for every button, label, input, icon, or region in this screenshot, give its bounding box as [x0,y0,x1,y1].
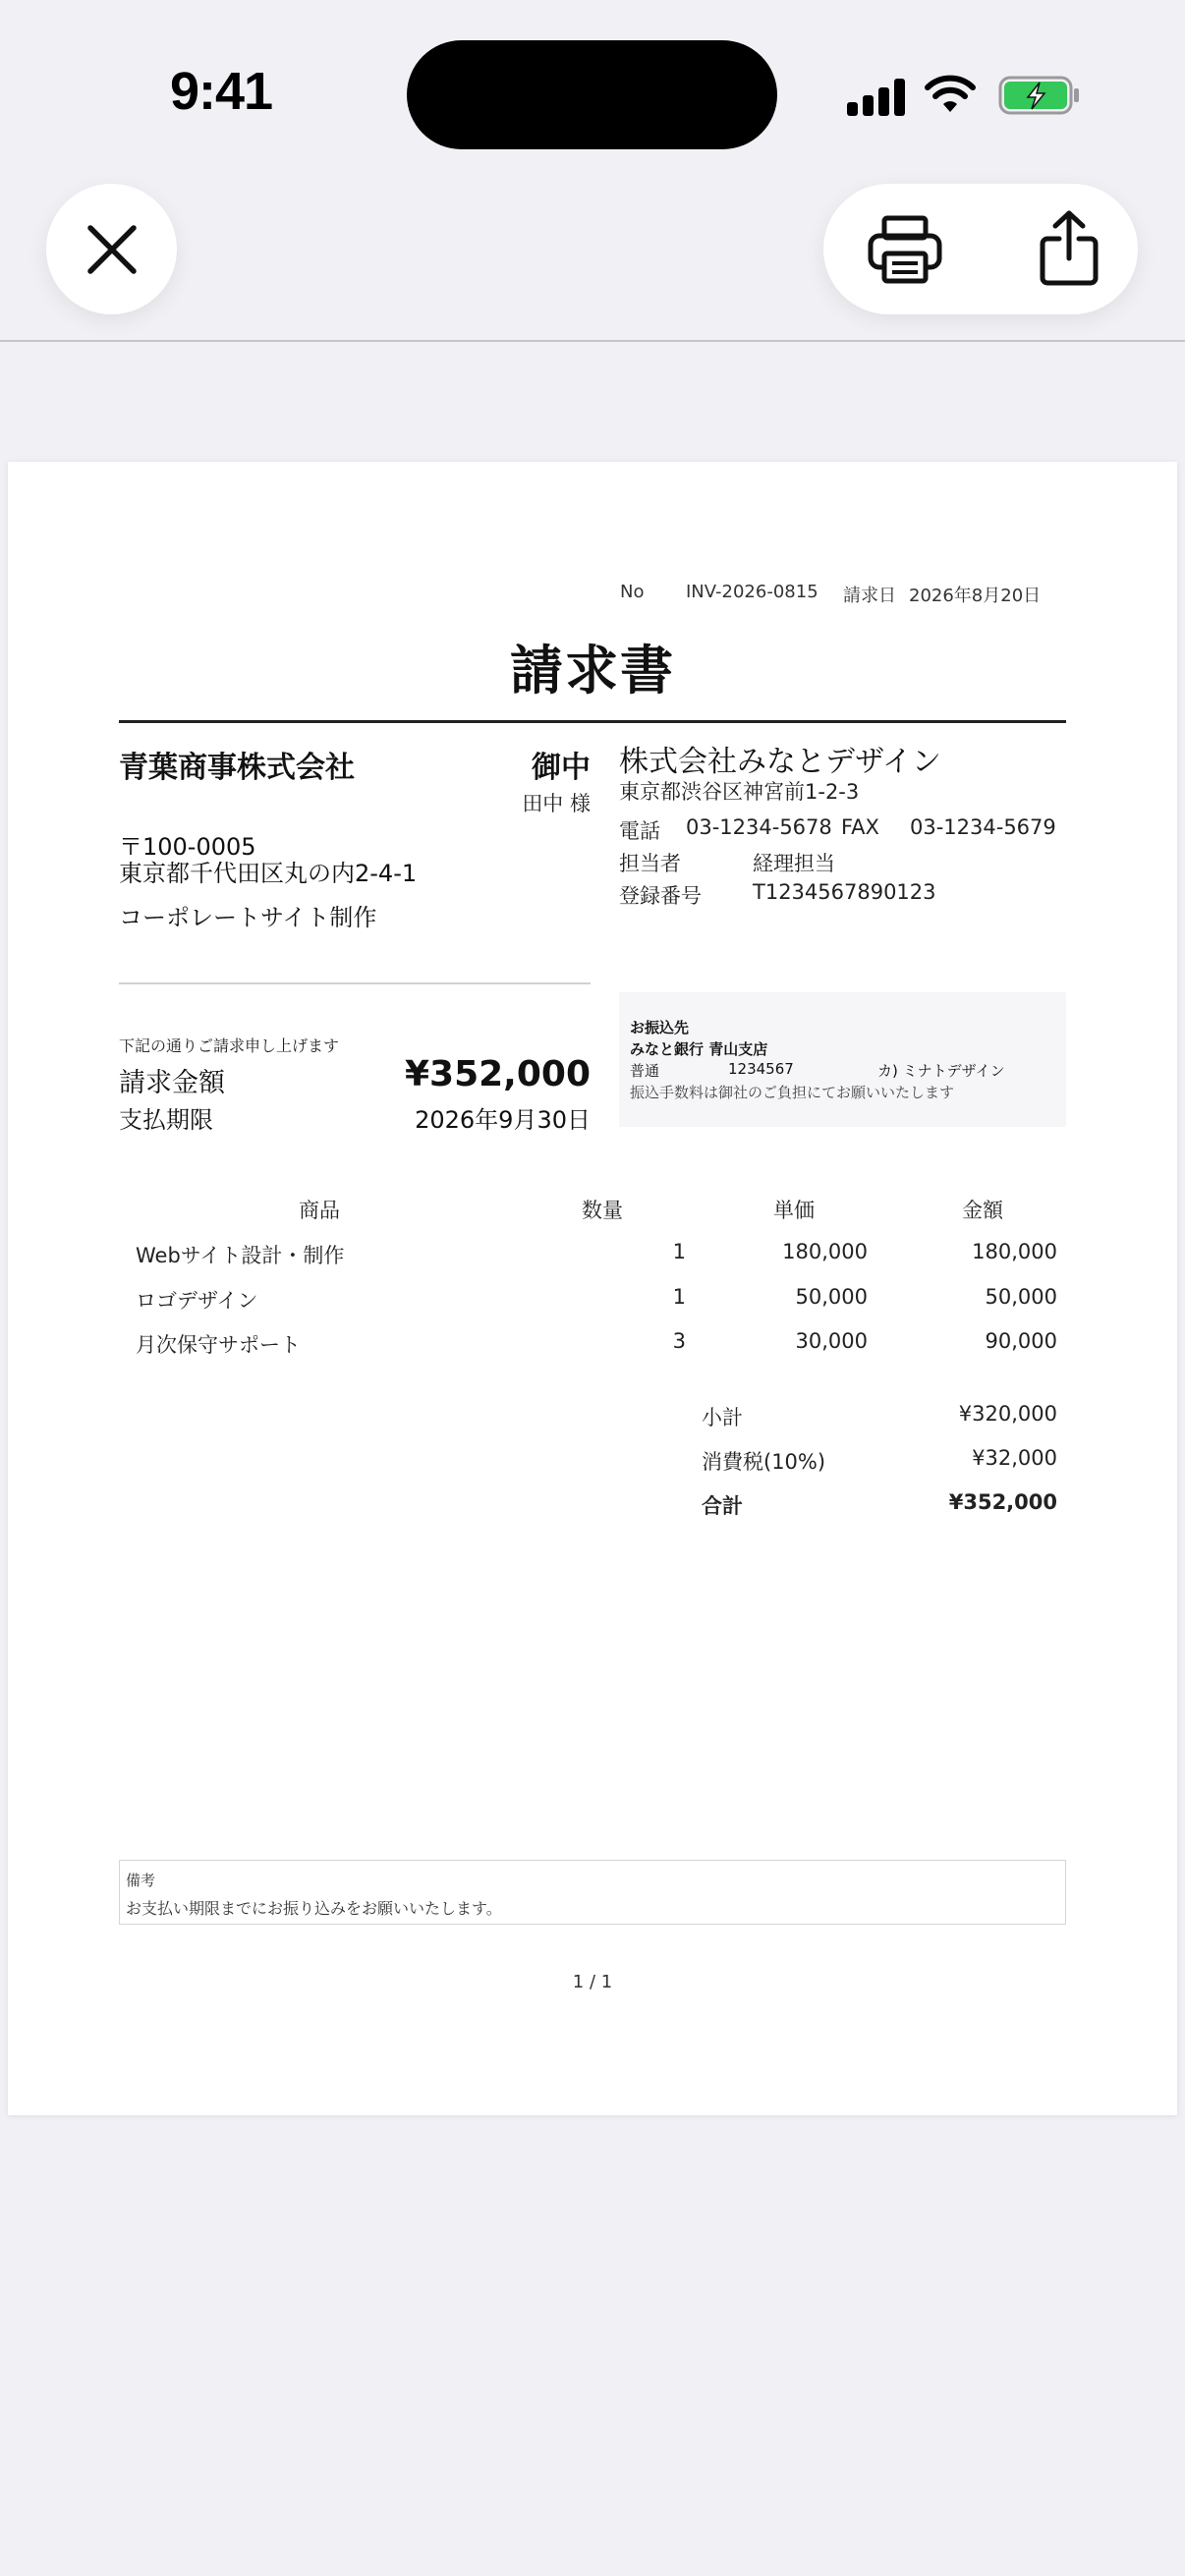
invoice-page [8,462,1177,2115]
col-header-unit: 単価 [773,1199,815,1222]
wifi-icon [924,73,977,116]
issuer-tel-label: 電話 [619,819,660,843]
share-button[interactable] [1030,201,1108,296]
status-time: 9:41 [169,62,273,121]
row-unit-price: 30,000 [795,1329,868,1353]
row-amount: 180,000 [972,1240,1057,1263]
invoice-date: 2026年8月20日 [909,586,1042,606]
row-item: 月次保守サポート [136,1333,301,1357]
close-icon [85,222,140,277]
row-unit-price: 50,000 [795,1285,868,1309]
issuer-contact-label: 担当者 [619,852,681,875]
row-qty: 1 [672,1240,686,1263]
title-divider [119,720,1066,723]
notes-box [119,1860,1066,1925]
client-honorific: 御中 [532,751,591,785]
invoice-title: 請求書 [510,640,675,701]
summary-divider [119,982,591,984]
invoice-no-label: No [620,582,645,602]
row-qty: 1 [672,1285,686,1309]
notes-text: お支払い期限までにお振り込みをお願いいたします。 [126,1899,502,1918]
summary-lead: 下記の通りご請求申し上げます [119,1036,340,1055]
total-label: 合計 [702,1494,743,1518]
row-item: Webサイト設計・制作 [136,1244,345,1267]
col-header-amount: 金額 [962,1199,1003,1222]
printer-icon [867,214,943,285]
account-type: 普通 [630,1062,660,1080]
total-value: ¥352,000 [948,1490,1057,1514]
battery-charging-icon [998,75,1081,116]
issuer-company: 株式会社みなとデザイン [619,745,941,779]
notes-label: 備考 [126,1872,156,1889]
row-amount: 50,000 [985,1285,1057,1309]
row-item: ロゴデザイン [136,1289,258,1313]
issuer-reg: T1234567890123 [753,880,936,904]
print-button[interactable] [863,207,947,292]
tax-label: 消費税(10%) [702,1450,826,1474]
col-header-qty: 数量 [582,1199,623,1222]
subtotal-value: ¥320,000 [958,1402,1057,1426]
bank-fee-note: 振込手数料は御社のご負担にてお願いいたします [630,1084,955,1101]
invoice-date-label: 請求日 [843,586,896,606]
client-address: 東京都千代田区丸の内2-4-1 [119,860,418,887]
dynamic-island [407,40,777,149]
issuer-fax: 03-1234-5679 [910,815,1056,839]
bank-info-box [619,992,1066,1127]
action-group [823,184,1138,314]
invoice-no: INV-2026-0815 [686,582,818,602]
row-unit-price: 180,000 [782,1240,868,1263]
account-number: 1234567 [728,1060,794,1078]
issuer-contact: 経理担当 [753,852,835,875]
issuer-tel: 03-1234-5678 [686,815,832,839]
account-holder: カ) ミナトデザイン [877,1062,1005,1080]
share-icon [1038,209,1100,288]
client-subject: コーポレートサイト制作 [119,904,377,931]
close-button[interactable] [46,184,177,314]
amount-value: ¥352,000 [404,1054,591,1094]
client-postal: 〒100-0005 [119,833,256,861]
cellular-signal-icon [847,79,906,116]
bank-name: みなと銀行 青山支店 [630,1040,768,1058]
viewer-toolbar [0,167,1185,342]
page-indicator: 1 / 1 [572,1972,613,1992]
client-person: 田中 様 [522,792,591,815]
col-header-item: 商品 [299,1199,340,1222]
due-label: 支払期限 [119,1106,213,1134]
bank-heading: お振込先 [630,1019,690,1036]
due-date: 2026年9月30日 [415,1106,591,1134]
amount-label: 請求金額 [119,1068,225,1098]
row-qty: 3 [672,1329,686,1353]
issuer-address: 東京都渋谷区神宮前1-2-3 [619,780,860,804]
issuer-reg-label: 登録番号 [619,884,702,908]
row-amount: 90,000 [985,1329,1057,1353]
client-company: 青葉商事株式会社 [119,751,355,785]
issuer-fax-label: FAX [841,815,879,839]
tax-value: ¥32,000 [972,1446,1057,1470]
subtotal-label: 小計 [702,1406,743,1429]
